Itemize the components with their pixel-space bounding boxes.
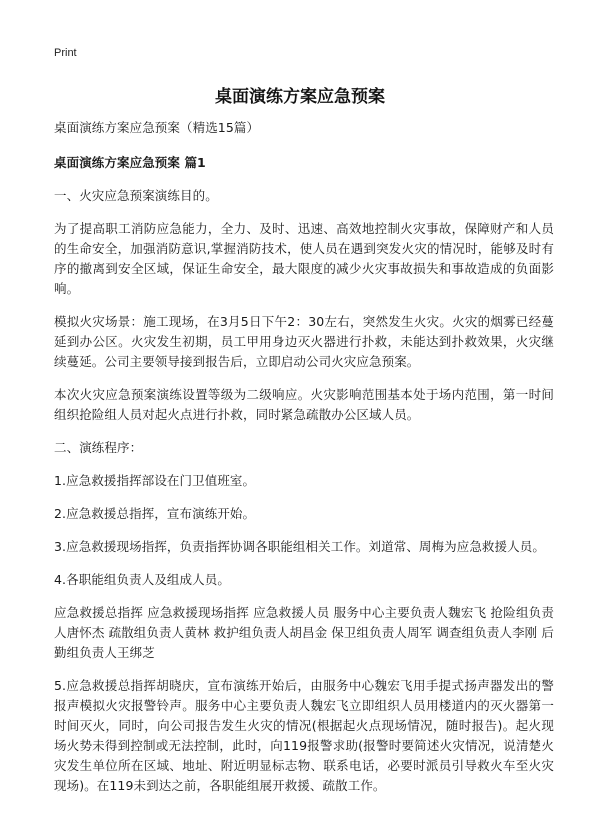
paragraph-scenario: 模拟火灾场景：施工现场，在3月5日下午2：30左右，突然发生火灾。火灾的烟雾已经蔓延到办公区。火灾发生初期，员工甲用身边灭火器进行扑救，未能达到扑救效果，火灾继续蔓延。公司主要领导接到报告后，立即启动公司火灾应急预案。 bbox=[54, 314, 554, 369]
document-title: 桌面演练方案应急预案 bbox=[215, 87, 385, 107]
paragraph-response-level: 本次火灾应急预案演练设置等级为二级响应。火灾影响范围基本处于场内范围，第一时间组织抢险组人员对起火点进行扑救，同时紧急疏散办公区域人员。 bbox=[54, 387, 554, 422]
list-item-step-2: 2.应急救援总指挥，宣布演练开始。 bbox=[54, 506, 256, 521]
section-heading: 桌面演练方案应急预案 篇1 bbox=[54, 155, 206, 170]
paragraph-roles: 应急救援总指挥 应急救援现场指挥 应急救援人员 服务中心主要负责人魏宏飞 抢险组负责人唐怀杰 疏散组负责人黄林 救护组负责人胡昌金 保卫组负责人周军 调查组负责人李刚 后勤组负责人王绑芝 bbox=[54, 605, 554, 660]
list-item-step-4: 4.各职能组负责人及组成人员。 bbox=[54, 572, 230, 587]
paragraph-purpose: 为了提高职工消防应急能力，全力、及时、迅速、高效地控制火灾事故，保障财产和人员的生命安全，加强消防意识,掌握消防技术，使人员在遇到突发火灾的情况时，能够及时有序的撤离到安全区域，保证生命安全，最大限度的减少火灾事故损失和事故造成的负面影响。 bbox=[54, 221, 554, 296]
list-item-step-5: 5.应急救援总指挥胡晓庆，宣布演练开始后，由服务中心魏宏飞用手提式扬声器发出的警报声模拟火灾报警铃声。服务中心主要负责人魏宏飞立即组织人员用楼道内的灭火器第一时间灭火，同时，向公司报告发生火灾的情况(根据起火点现场情况，随时报告)。起火现场火势未得到控制或无法控制，此时，向119报警求助(报警时要简述火灾情况，说清楚火灾发生单位所在区域、地址、附近明显标志物、联系电话，必要时派员引导救火车至火灾现场)。在119未到达之前，各职能组展开救援、疏散工作。 bbox=[54, 678, 554, 793]
print-label: Print bbox=[54, 47, 77, 59]
list-item-step-1: 1.应急救援指挥部设在门卫值班室。 bbox=[54, 473, 256, 488]
list-item-step-3: 3.应急救援现场指挥，负责指挥协调各职能组相关工作。刘道常、周梅为应急救援人员。 bbox=[54, 539, 545, 554]
paragraph-procedure-heading: 二、演练程序： bbox=[54, 440, 143, 455]
paragraph-purpose-heading: 一、火灾应急预案演练目的。 bbox=[54, 188, 218, 203]
document-body bbox=[54, 118, 554, 809]
document-subtitle: 桌面演练方案应急预案（精选15篇） bbox=[54, 120, 260, 135]
